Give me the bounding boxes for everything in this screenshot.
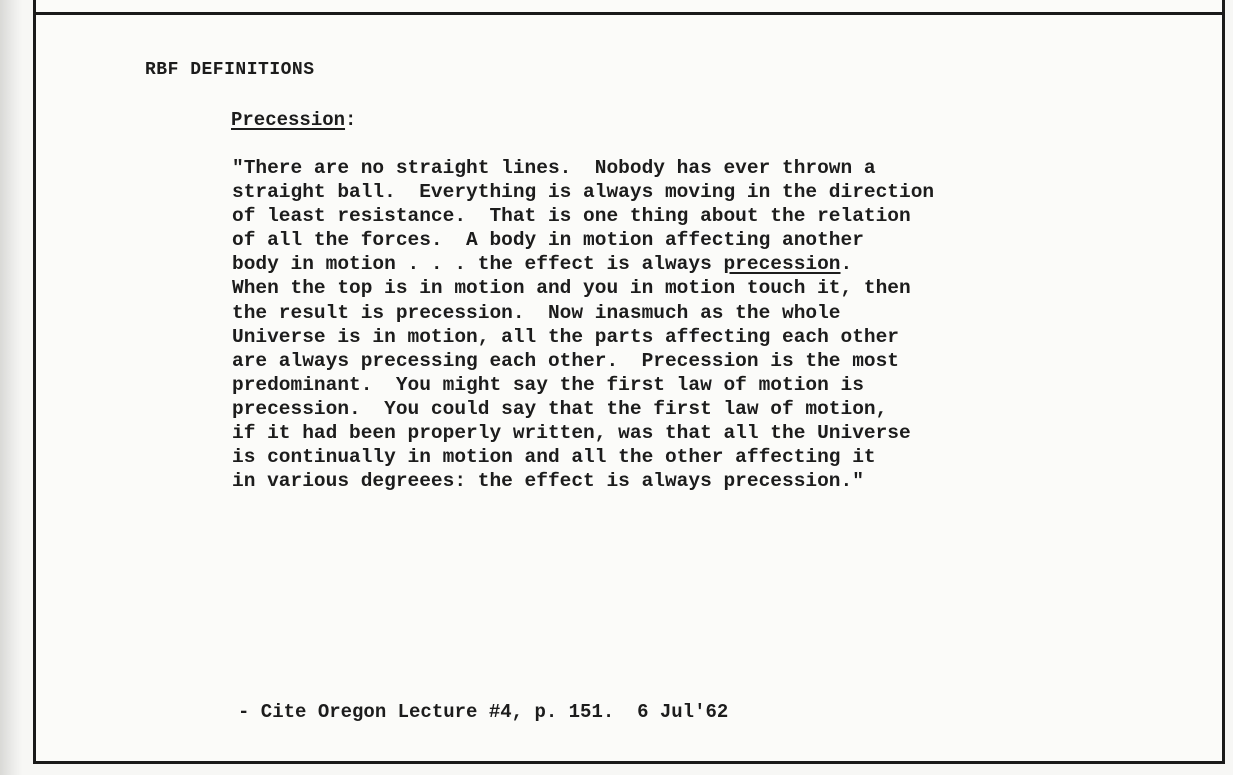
page-edge-shadow bbox=[0, 0, 22, 775]
quote-line-5-text: body in motion . . . the effect is always bbox=[232, 253, 724, 276]
quote-line-12: if it had been properly written, was that all the Universe bbox=[232, 422, 911, 445]
quote-line-1: "There are no straight lines. Nobody has ever thrown a bbox=[232, 157, 876, 179]
quote-line-14: in various degreees: the effect is always precession." bbox=[232, 470, 864, 493]
document-header: RBF DEFINITIONS bbox=[145, 60, 315, 80]
quote-line-3: of least resistance. That is one thing about the relation bbox=[232, 205, 911, 228]
quote-line-2: straight ball. Everything is always moving in the direction bbox=[232, 181, 935, 204]
quote-line-13: is continually in motion and all the other affecting it bbox=[232, 446, 876, 469]
previous-card-edge bbox=[33, 0, 1225, 12]
definition-term bbox=[231, 109, 356, 131]
quote-line-11: precession. You could say that the first law of motion, bbox=[232, 397, 888, 420]
quote-line-5-period: . bbox=[840, 253, 853, 276]
quote-line-4: of all the forces. A body in motion affecting another bbox=[232, 229, 864, 252]
quote-underlined-word: precession bbox=[723, 253, 841, 276]
quote-line-9: are always precessing each other. Precession is the most bbox=[232, 349, 900, 372]
quote-line-6: When the top is in motion and you in motion touch it, then bbox=[232, 277, 911, 300]
definition-term-colon: : bbox=[345, 109, 357, 131]
citation: - Cite Oregon Lecture #4, p. 151. 6 Jul'62 bbox=[238, 701, 729, 723]
quote-line-7: the result is precession. Now inasmuch as the whole bbox=[232, 301, 841, 324]
quote-line-5 bbox=[232, 252, 1112, 276]
quote-line-8: Universe is in motion, all the parts affecting each other bbox=[232, 325, 900, 348]
quote-line-10: predominant. You might say the first law of motion is bbox=[232, 373, 864, 396]
definition-term-word: Precession bbox=[231, 109, 346, 131]
definition-quote bbox=[232, 156, 1112, 493]
